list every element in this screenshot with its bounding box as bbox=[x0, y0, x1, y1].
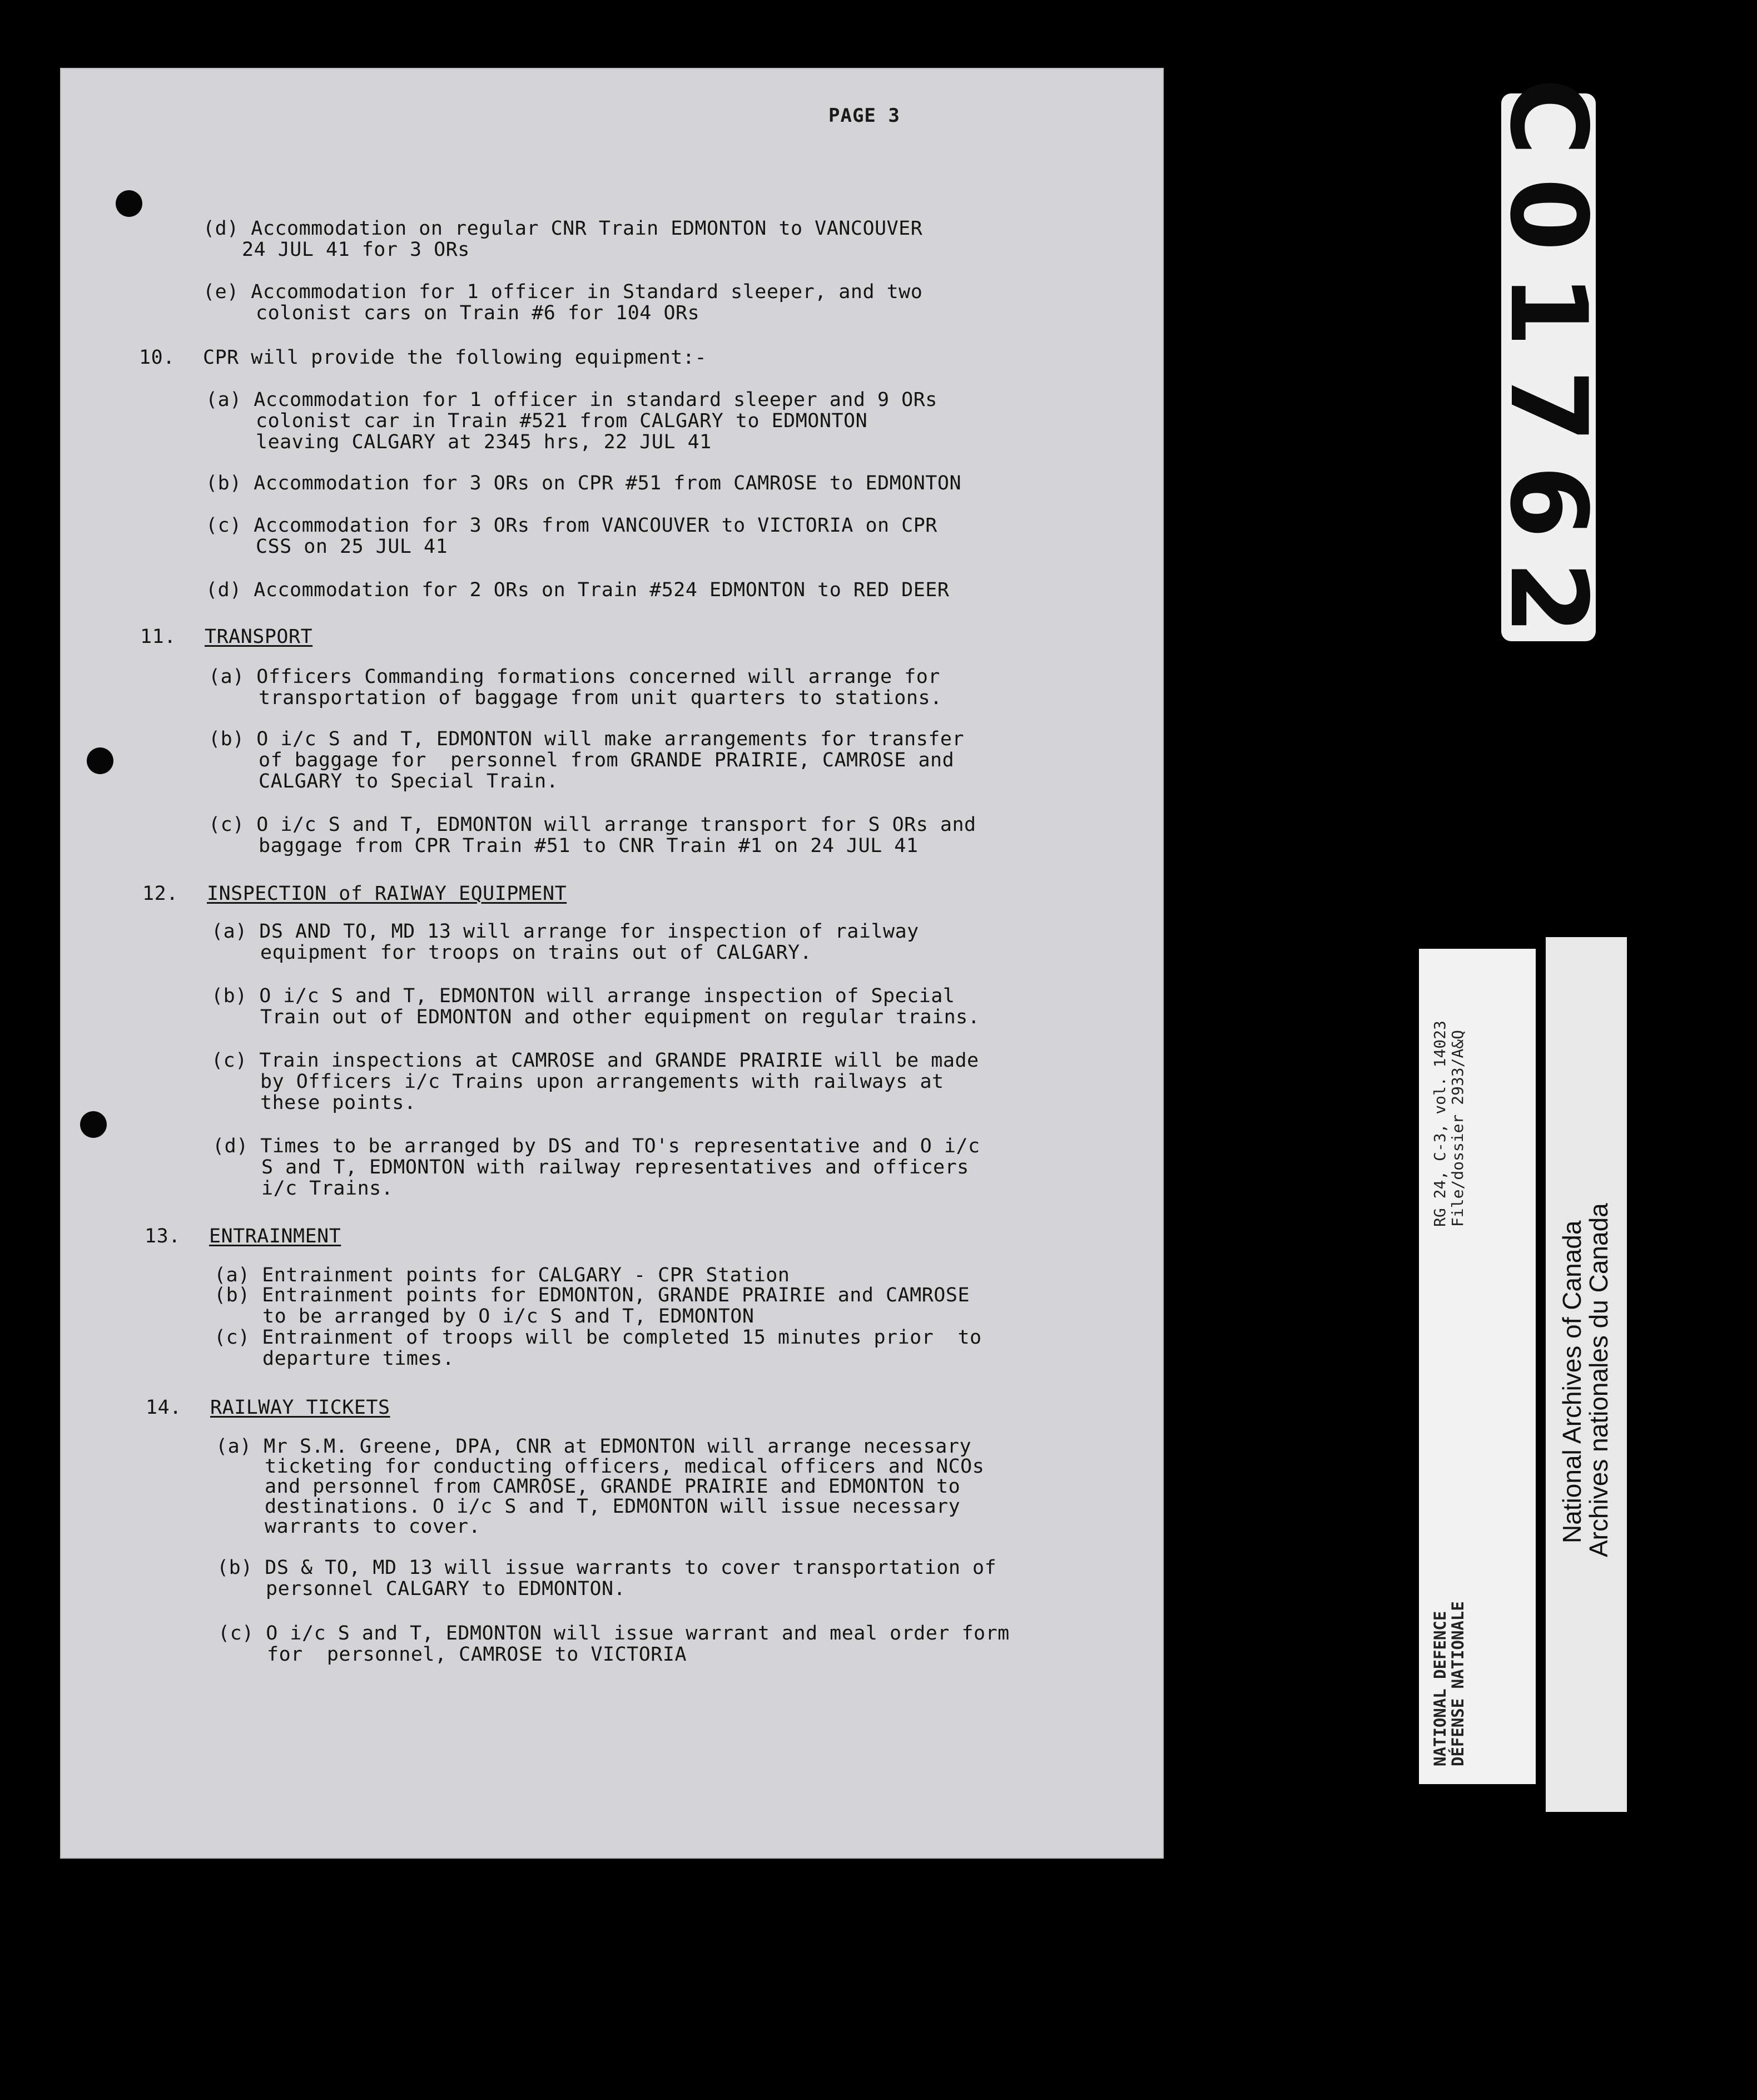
item-14a-line5: warrants to cover. bbox=[265, 1515, 481, 1538]
item-12b-line2: Train out of EDMONTON and other equipment on regular trains. bbox=[260, 1006, 980, 1028]
department-line2: DÉFENSE NATIONALE bbox=[1448, 1601, 1467, 1766]
item-14a-line3: and personnel from CAMROSE, GRANDE PRAIRIE and EDMONTON to bbox=[265, 1475, 961, 1498]
department-line1: NATIONAL DEFENCE bbox=[1431, 1611, 1450, 1766]
item-10c-line2: CSS on 25 JUL 41 bbox=[256, 536, 448, 558]
item-10d: (d) Accommodation for 2 ORs on Train #524 EDMONTON to RED DEER bbox=[206, 579, 950, 601]
item-11c-line2: baggage from CPR Train #51 to CNR Train #1 on 24 JUL 41 bbox=[259, 835, 919, 857]
page-number: PAGE 3 bbox=[828, 105, 900, 127]
item-13c-line1: (c) Entrainment of troops will be completed 15 minutes prior to bbox=[214, 1326, 982, 1349]
archives-card bbox=[1546, 937, 1627, 1812]
item-12a-line2: equipment for troops on trains out of CALGARY. bbox=[260, 942, 812, 964]
reel-number-strip bbox=[1487, 78, 1610, 657]
item-13b-line1: (b) Entrainment points for EDMONTON, GRANDE PRAIRIE and CAMROSE bbox=[214, 1284, 970, 1306]
item-9e-line2: colonist cars on Train #6 for 104 ORs bbox=[256, 302, 700, 324]
item-9d-line2: 24 JUL 41 for 3 ORs bbox=[242, 239, 470, 261]
item-11b-line3: CALGARY to Special Train. bbox=[259, 770, 559, 793]
rg-reference-line2: File/dossier 2933/A&Q bbox=[1448, 1029, 1467, 1227]
item-13b-line2: to be arranged by O i/c S and T, EDMONTON bbox=[262, 1305, 755, 1328]
section-14-heading: RAILWAY TICKETS bbox=[210, 1396, 390, 1419]
item-11c-line1: (c) O i/c S and T, EDMONTON will arrange transport for S ORs and bbox=[209, 814, 976, 836]
item-11b-line2: of baggage for personnel from GRANDE PRAIRIE, CAMROSE and bbox=[259, 749, 955, 771]
item-10a-line1: (a) Accommodation for 1 officer in standard sleeper and 9 ORs bbox=[206, 389, 937, 411]
item-12c-line3: these points. bbox=[260, 1092, 416, 1114]
section-14-number: 14. bbox=[146, 1396, 182, 1419]
item-12b-line1: (b) O i/c S and T, EDMONTON will arrange inspection of Special bbox=[211, 985, 955, 1007]
section-10-number: 10. bbox=[139, 346, 175, 369]
section-13-heading: ENTRAINMENT bbox=[209, 1225, 341, 1247]
item-14b-line2: personnel CALGARY to EDMONTON. bbox=[266, 1578, 626, 1600]
item-12a-line1: (a) DS AND TO, MD 13 will arrange for inspection of railway bbox=[211, 920, 919, 943]
punch-hole-top bbox=[116, 190, 142, 217]
item-12d-line2: S and T, EDMONTON with railway representatives and officers bbox=[261, 1156, 969, 1178]
section-11-heading: TRANSPORT bbox=[205, 626, 313, 648]
item-12d-line1: (d) Times to be arranged by DS and TO's representative and O i/c bbox=[212, 1135, 980, 1157]
item-11a-line2: transportation of baggage from unit quarters to stations. bbox=[259, 687, 942, 709]
section-13-number: 13. bbox=[145, 1225, 181, 1247]
item-14a-line2: ticketing for conducting officers, medical officers and NCOs bbox=[265, 1455, 985, 1478]
item-14a-line4: destinations. O i/c S and T, EDMONTON will issue necessary bbox=[265, 1495, 961, 1518]
item-10a-line2: colonist car in Train #521 from CALGARY to EDMONTON bbox=[256, 410, 868, 432]
section-10-intro: CPR will provide the following equipment:- bbox=[203, 346, 707, 369]
item-14c-line1: (c) O i/c S and T, EDMONTON will issue warrant and meal order form bbox=[218, 1622, 1010, 1645]
section-12-heading: INSPECTION of RAIWAY EQUIPMENT bbox=[207, 883, 567, 905]
item-12c-line2: by Officers i/c Trains upon arrangements with railways at bbox=[260, 1071, 944, 1093]
item-9e-line1: (e) Accommodation for 1 officer in Standard sleeper, and two bbox=[203, 281, 923, 303]
reel-number: C01762 bbox=[1487, 78, 1610, 657]
item-12d-line3: i/c Trains. bbox=[261, 1177, 394, 1200]
item-11b-line1: (b) O i/c S and T, EDMONTON will make arrangements for transfer bbox=[209, 728, 965, 750]
item-12c-line1: (c) Train inspections at CAMROSE and GRANDE PRAIRIE will be made bbox=[211, 1049, 979, 1072]
punch-hole-middle bbox=[87, 747, 113, 774]
item-10a-line3: leaving CALGARY at 2345 hrs, 22 JUL 41 bbox=[256, 431, 712, 453]
item-9d-line1: (d) Accommodation on regular CNR Train EDMONTON to VANCOUVER bbox=[203, 217, 923, 240]
item-14b-line1: (b) DS & TO, MD 13 will issue warrants to cover transportation of bbox=[217, 1557, 997, 1579]
item-10b: (b) Accommodation for 3 ORs on CPR #51 from CAMROSE to EDMONTON bbox=[206, 472, 962, 494]
item-10c-line1: (c) Accommodation for 3 ORs from VANCOUVER to VICTORIA on CPR bbox=[206, 514, 937, 537]
item-11a-line1: (a) Officers Commanding formations concerned will arrange for bbox=[209, 666, 940, 688]
rg-reference-line1: RG 24, C-3, vol. 14023 bbox=[1431, 1021, 1449, 1227]
item-13c-line2: departure times. bbox=[262, 1348, 455, 1370]
punch-hole-bottom bbox=[80, 1111, 107, 1138]
item-14a-line1: (a) Mr S.M. Greene, DPA, CNR at EDMONTON will arrange necessary bbox=[216, 1435, 972, 1458]
item-13a: (a) Entrainment points for CALGARY - CPR Station bbox=[214, 1264, 790, 1286]
item-14c-line2: for personnel, CAMROSE to VICTORIA bbox=[267, 1643, 687, 1666]
section-12-number: 12. bbox=[142, 883, 178, 905]
archives-name-fr: Archives nationales du Canada bbox=[1584, 1203, 1613, 1557]
archives-name-en: National Archives of Canada bbox=[1557, 1220, 1586, 1543]
source-card bbox=[1419, 949, 1536, 1784]
section-11-number: 11. bbox=[140, 626, 176, 648]
